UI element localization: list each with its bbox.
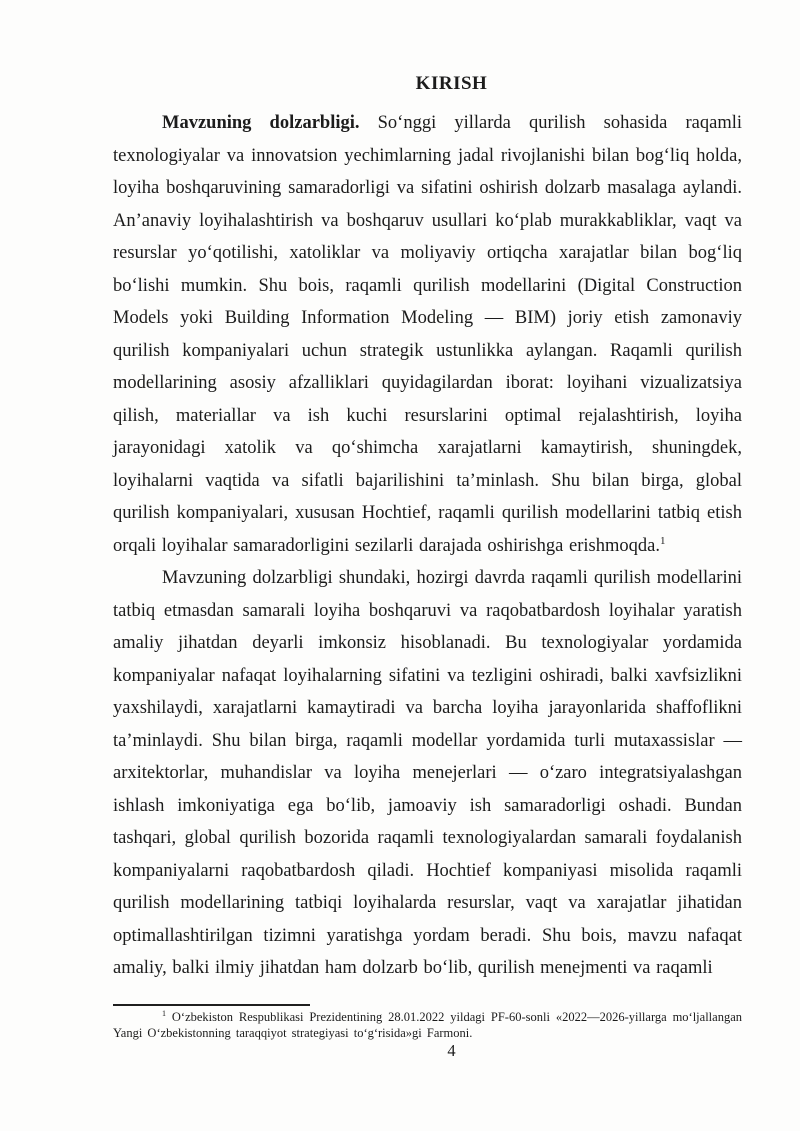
- page-content: [113, 74, 742, 985]
- page-title: KIRISH: [415, 73, 488, 94]
- paragraph-2-text: Mavzuning dolzarbligi shundaki, hozirgi davrda raqamli qurilish modellarini tatbiq etmasdan samarali loyiha boshqaruvi va raqobatbardosh loyihalar yaratish amaliy jihatdan deyarli imkonsiz hisoblanadi. Bu texnologiyalar yordamida kompaniyalar nafaqat loyihalarning sifatini va tezligini oshiradi, balki xavfsizlikni yaxshilaydi, xarajatlarni kamaytiradi va barcha loyiha jarayonlarida shaffoflikni taʼminlaydi. Shu bilan birga, raqamli modellar yordamida turli mutaxassislar — arxitektorlar, muhandislar va loyiha menejerlari — oʻzaro integratsiyalashgan ishlash imkoniyatiga ega boʻlib, jamoaviy ish samaradorligi oshadi. Bundan tashqari, global qurilish bozorida raqamli texnologiyalardan samarali foydalanish kompaniyalarni raqobatbardosh qiladi. Hochtief kompaniyasi misolida raqamli qurilish modellarining tatbiqi loyihalarda resurslar, vaqt va xarajatlar jihatidan optimallashtirilgan tizimni yaratishga yordam beradi. Shu bois, mavzu nafaqat amaliy, balki ilmiy jihatdan ham dolzarb boʻlib, qurilish menejmenti va raqamli: [113, 568, 742, 978]
- paragraph-1: [113, 107, 742, 562]
- paragraph-2: [113, 562, 742, 985]
- footnote: [113, 1010, 742, 1041]
- footnote-marker: 1: [162, 1008, 166, 1018]
- footnote-area: [113, 1004, 742, 1041]
- paragraph-1-lead: Mavzuning dolzarbligi.: [162, 113, 360, 133]
- footnote-reference: 1: [659, 534, 666, 547]
- paragraph-1-text: Soʻnggi yillarda qurilish sohasida raqamli texnologiyalar va innovatsion yechimlarning jadal rivojlanishi bilan bogʻliq holda, loyiha boshqaruvining samaradorligi va sifatini oshirish dolzarb masalaga aylandi. Anʼanaviy loyihalashtirish va boshqaruv usullari koʻplab murakkabliklar, vaqt va resurslar yoʻqotilishi, xatoliklar va moliyaviy ortiqcha xarajatlar bilan bogʻliq boʻlishi mumkin. Shu bois, raqamli qurilish modellarini (Digital Construction Models yoki Building Information Modeling — BIM) joriy etish zamonaviy qurilish kompaniyalari uchun strategik ustunlikka aylangan. Raqamli qurilish modellarining asosiy afzalliklari quyidagilardan iborat: loyihani vizualizatsiya qilish, materiallar va ish kuchi resurslarini optimal rejalashtirish, loyiha jarayonidagi xatolik va qoʻshimcha xarajatlarni kamaytirish, shuningdek, loyihalarni vaqtida va sifatli bajarilishini taʼminlash. Shu bilan birga, global qurilish kompaniyalari, xususan Hochtief, raqamli qurilish modellarini tatbiq etish orqali loyihalar samaradorligini sezilarli darajada oshirishga erishmoqda.: [113, 113, 742, 556]
- footnote-separator-rule: [113, 1004, 310, 1006]
- page-number: 4: [447, 1041, 456, 1060]
- footnote-text: Oʻzbekiston Respublikasi Prezidentining 28.01.2022 yildagi PF-60-sonli «2022—2026-yillarga moʻljallangan Yangi Oʻzbekistonning taraqqiyot strategiyasi toʻgʻrisida»gi Farmoni.: [113, 1010, 742, 1040]
